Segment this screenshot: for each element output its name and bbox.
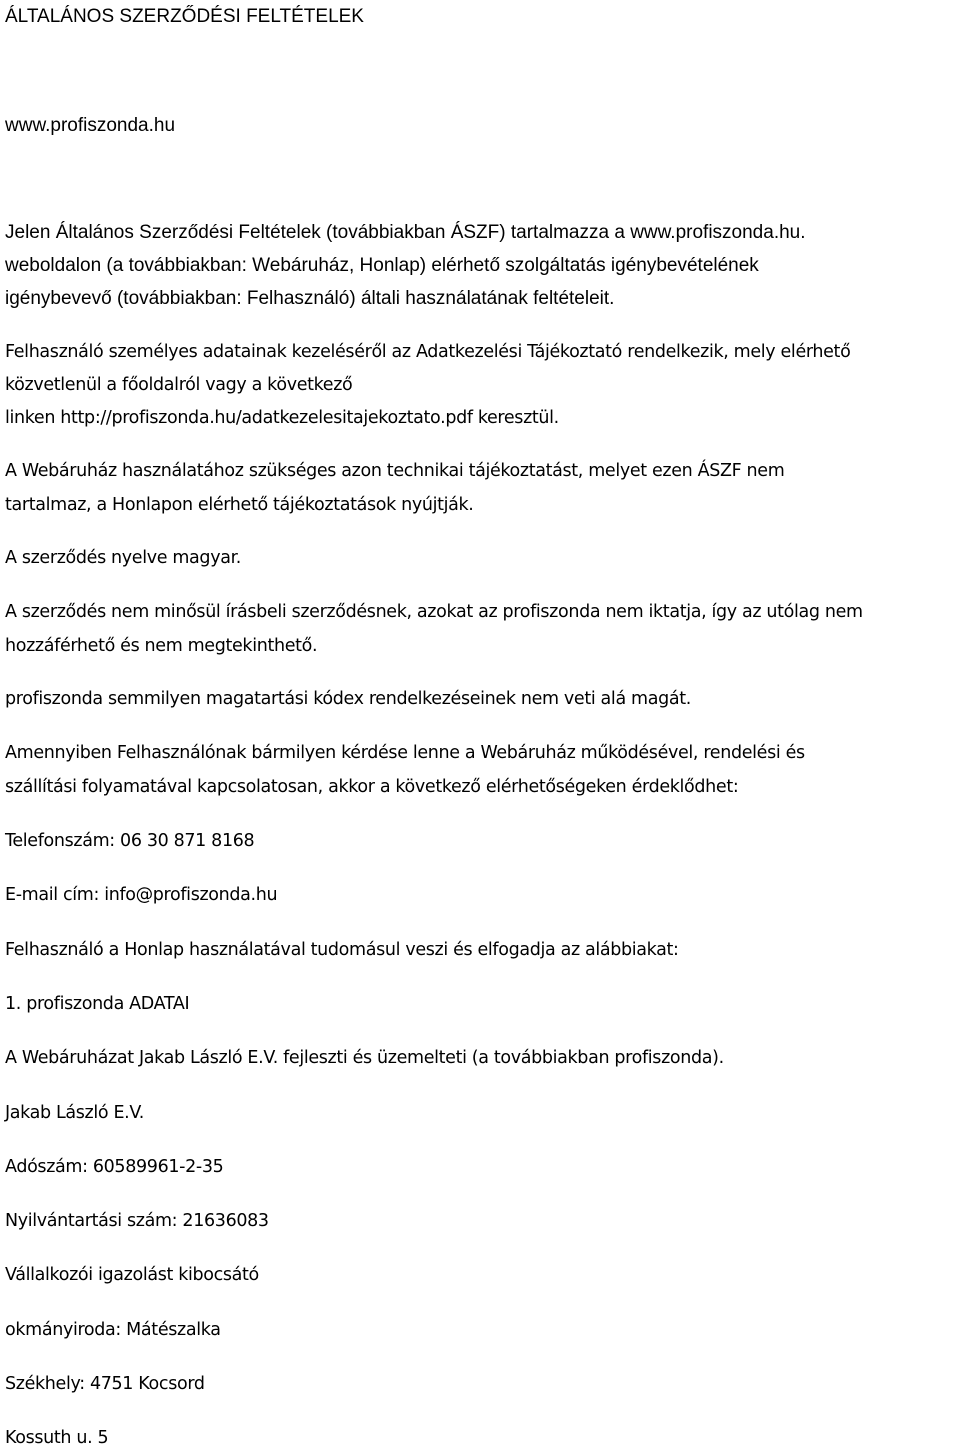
intro-line-3: igénybevevő (továbbiakban: Felhasználó) általi használatának feltételeit. [5,288,615,309]
technical-info-line-2: tartalmaz, a Honlapon elérhető tájékoztatások nyújtják. [5,495,474,515]
privacy-line-3: linken http://profiszonda.hu/adatkezelesitajekoztato.pdf keresztül. [5,408,559,428]
technical-info-line-1: A Webáruház használatához szükséges azon technikai tájékoztatást, melyet ezen ÁSZF nem [5,461,785,481]
document-title: ÁLTALÁNOS SZERZŐDÉSI FELTÉTELEK [5,6,364,27]
certificate-issuer: Vállalkozói igazolást kibocsátó [5,1265,259,1285]
privacy-line-1: Felhasználó személyes adatainak kezeléséről az Adatkezelési Tájékoztató rendelkezik, mely elérhető [5,342,851,362]
written-contract-line-2: hozzáférhető és nem megtekinthető. [5,636,318,656]
written-contract-line-1: A szerződés nem minősül írásbeli szerződésnek, azokat az profiszonda nem iktatja, így az utólag nem [5,602,863,622]
contact-email: E-mail cím: info@profiszonda.hu [5,885,278,905]
acceptance-statement: Felhasználó a Honlap használatával tudomásul veszi és elfogadja az alábbiakat: [5,940,679,960]
code-of-conduct: profiszonda semmilyen magatartási kódex rendelkezéseinek nem veti alá magát. [5,689,691,709]
operator-statement: A Webáruházat Jakab László E.V. fejleszti és üzemelteti (a továbbiakban profiszonda). [5,1048,724,1068]
questions-line-2: szállítási folyamatával kapcsolatosan, akkor a következő elérhetőségeken érdeklődhet: [5,777,739,797]
issuing-office: okmányiroda: Mátészalka [5,1320,221,1340]
website-address: www.profiszonda.hu [5,115,176,136]
registry-number: Nyilvántartási szám: 21636083 [5,1211,269,1231]
company-name: Jakab László E.V. [5,1103,144,1123]
intro-line-2: weboldalon (a továbbiakban: Webáruház, Honlap) elérhető szolgáltatás igénybevételének [5,255,759,276]
tax-number: Adószám: 60589961-2-35 [5,1157,224,1177]
section-1-heading: 1. profiszonda ADATAI [5,994,190,1014]
questions-line-1: Amennyiben Felhasználónak bármilyen kérdése lenne a Webáruház működésével, rendelési és [5,743,805,763]
privacy-line-2: közvetlenül a főoldalról vagy a következő [5,375,353,395]
company-street: Kossuth u. 5 [5,1428,109,1448]
intro-line-1: Jelen Általános Szerződési Feltételek (továbbiakban ÁSZF) tartalmazza a www.profiszonda.hu. [5,222,806,243]
contract-language: A szerződés nyelve magyar. [5,548,242,568]
company-seat: Székhely: 4751 Kocsord [5,1374,205,1394]
contact-phone: Telefonszám: 06 30 871 8168 [5,831,255,851]
